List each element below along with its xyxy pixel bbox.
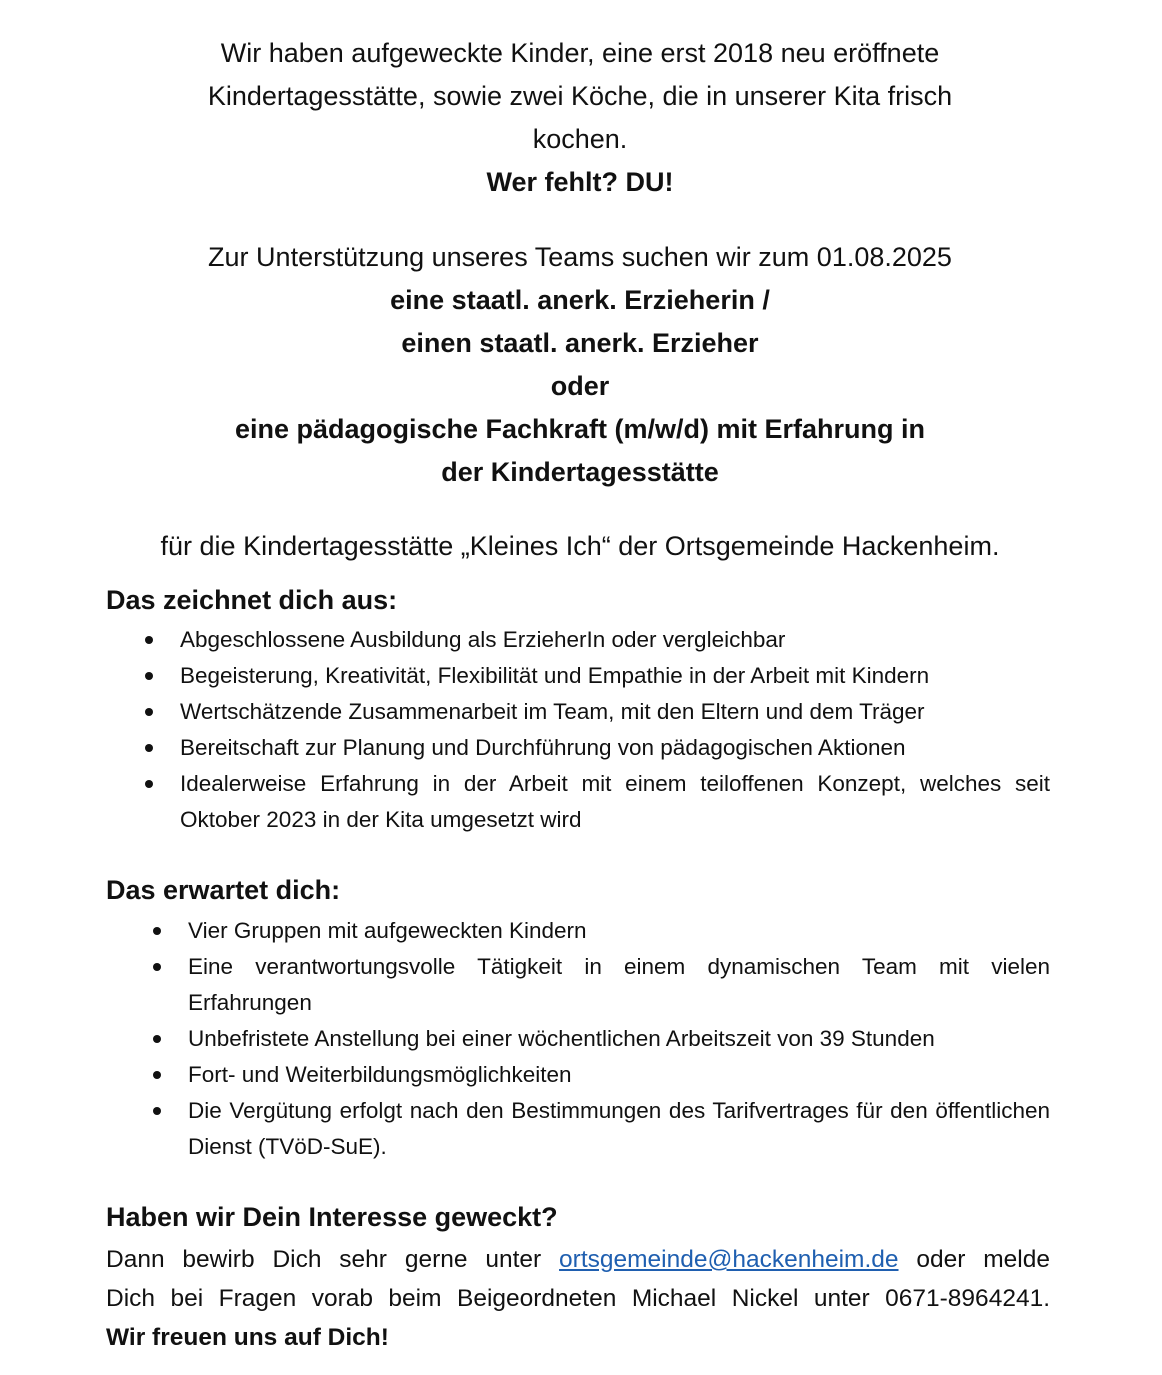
- closing-block: [106, 1240, 1050, 1357]
- position-or: oder: [550, 371, 610, 401]
- list-item: [180, 658, 1050, 694]
- bullet-icon: [145, 636, 153, 644]
- intro-line-1: Wir haben aufgeweckte Kinder, eine erst 2018 neu eröffnete: [220, 38, 940, 68]
- list-item-text: Die Vergütung erfolgt nach den Bestimmungen des Tarifvertrages für den öffentlichen Dienst (TVöD-SuE).: [188, 1098, 1050, 1159]
- profile-heading: Das zeichnet dich aus:: [106, 585, 398, 615]
- list-item: [188, 1057, 1050, 1093]
- bullet-icon: [145, 708, 153, 716]
- list-item: [188, 1093, 1050, 1165]
- profile-list: [180, 622, 1050, 838]
- position-title-2: einen staatl. anerk. Erzieher: [401, 328, 759, 358]
- list-item-text: Idealerweise Erfahrung in der Arbeit mit einem teiloffenen Konzept, welches seit Oktober 2023 in der Kita umgesetzt wird: [180, 771, 1050, 832]
- position-lead: Zur Unterstützung unseres Teams suchen wir zum 01.08.2025: [208, 242, 952, 272]
- list-item-text: Fort- und Weiterbildungsmöglichkeiten: [188, 1062, 572, 1087]
- intro-line-2: Kindertagesstätte, sowie zwei Köche, die in unserer Kita frisch: [207, 81, 953, 111]
- list-item-text: Begeisterung, Kreativität, Flexibilität und Empathie in der Arbeit mit Kindern: [180, 663, 930, 688]
- closing-line-1: [106, 1240, 1050, 1279]
- intro-question: Wer fehlt? DU!: [486, 167, 674, 197]
- closing-text-before-email: Dann bewirb Dich sehr gerne unter: [106, 1246, 560, 1273]
- bullet-icon: [145, 672, 153, 680]
- bullet-icon: [153, 1107, 161, 1115]
- intro-line-3: kochen.: [532, 124, 628, 154]
- bullet-icon: [153, 927, 161, 935]
- list-item: [188, 913, 1050, 949]
- bullet-icon: [153, 963, 161, 971]
- list-item-text: Abgeschlossene Ausbildung als ErzieherIn oder vergleichbar: [180, 627, 786, 652]
- position-block: [120, 236, 1040, 494]
- position-title-3-line-1: eine pädagogische Fachkraft (m/w/d) mit Erfahrung in: [234, 414, 926, 444]
- offer-heading: Das erwartet dich:: [106, 875, 341, 905]
- list-item: [180, 694, 1050, 730]
- intro-block: [150, 32, 1010, 204]
- list-item-text: Wertschätzende Zusammenarbeit im Team, mit den Eltern und dem Träger: [180, 699, 925, 724]
- offer-list: [188, 913, 1050, 1165]
- list-item-text: Bereitschaft zur Planung und Durchführung von pädagogischen Aktionen: [180, 735, 906, 760]
- list-item: [180, 766, 1050, 838]
- bullet-icon: [153, 1035, 161, 1043]
- list-item: [188, 949, 1050, 1021]
- position-title-3-line-2: der Kindertagesstätte: [441, 457, 719, 487]
- list-item-text: Unbefristete Anstellung bei einer wöchentlichen Arbeitszeit von 39 Stunden: [188, 1026, 935, 1051]
- list-item: [180, 730, 1050, 766]
- list-item-text: Vier Gruppen mit aufgeweckten Kindern: [188, 918, 587, 943]
- closing-heading: Haben wir Dein Interesse geweckt?: [106, 1202, 558, 1232]
- closing-line-2: Dich bei Fragen vorab beim Beigeordneten Michael Nickel unter 0671-8964241.: [106, 1285, 1050, 1312]
- position-title-1: eine staatl. anerk. Erzieherin /: [390, 285, 770, 315]
- bullet-icon: [153, 1071, 161, 1079]
- email-link[interactable]: ortsgemeinde@hackenheim.de: [559, 1246, 899, 1273]
- bullet-icon: [145, 780, 153, 788]
- closing-text-after-email: oder melde: [898, 1246, 1050, 1273]
- bullet-icon: [145, 744, 153, 752]
- employer-line: für die Kindertagesstätte „Kleines Ich“ der Ortsgemeinde Hackenheim.: [160, 531, 1000, 561]
- list-item: [188, 1021, 1050, 1057]
- closing-signoff: Wir freuen uns auf Dich!: [106, 1324, 389, 1351]
- list-item: [180, 622, 1050, 658]
- list-item-text: Eine verantwortungsvolle Tätigkeit in einem dynamischen Team mit vielen Erfahrungen: [188, 954, 1050, 1015]
